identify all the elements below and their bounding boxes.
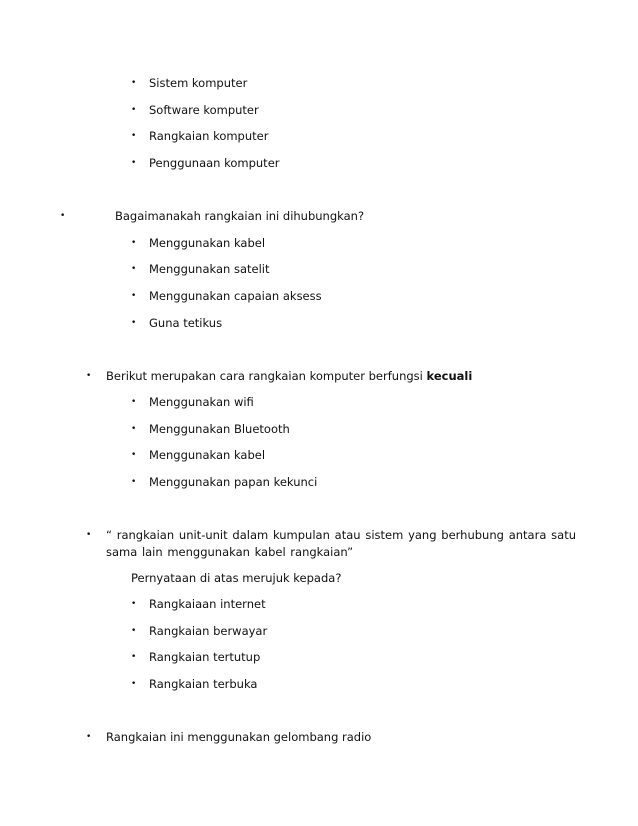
option-item: Menggunakan wifi [149, 395, 254, 409]
bullet: • [131, 450, 137, 460]
bullet: • [86, 530, 92, 540]
bullet: • [131, 78, 137, 88]
option-item: Menggunakan papan kekunci [149, 475, 318, 489]
bullet: • [131, 626, 137, 636]
question-quote: “ rangkaian unit-unit dalam kumpulan atau sistem yang berhubung antara satu sama lain menggunakan kabel rangkaian” [106, 528, 576, 559]
bullet: • [86, 371, 92, 381]
bullet: • [131, 679, 137, 689]
question-text: Rangkaian ini menggunakan gelombang radio [106, 730, 372, 744]
bullet: • [131, 158, 137, 168]
bullet: • [131, 477, 137, 487]
question-statement: Pernyataan di atas merujuk kepada? [131, 571, 342, 585]
option-item: Menggunakan capaian aksess [149, 289, 322, 303]
bullet: • [86, 732, 92, 742]
bullet: • [131, 652, 137, 662]
bullet: • [131, 105, 137, 115]
question-text: Bagaimanakah rangkaian ini dihubungkan? [115, 209, 365, 223]
bullet: • [131, 264, 137, 274]
bullet: • [131, 131, 137, 141]
bullet: • [131, 238, 137, 248]
option-item: Menggunakan satelit [149, 262, 270, 276]
question-emphasis: kecuali [426, 369, 473, 383]
bullet: • [131, 291, 137, 301]
option-item: Rangkaian berwayar [149, 624, 268, 638]
option-item: Penggunaan komputer [149, 156, 280, 170]
bullet: • [131, 397, 137, 407]
bullet: • [60, 211, 66, 221]
option-item: Software komputer [149, 103, 259, 117]
option-item: Rangkaiaan internet [149, 597, 266, 611]
option-item: Rangkaian terbuka [149, 677, 258, 691]
option-item: Menggunakan kabel [149, 448, 266, 462]
option-item: Rangkaian komputer [149, 129, 269, 143]
bullet: • [131, 318, 137, 328]
question-text-main: Berikut merupakan cara rangkaian komputer berfungsi [106, 369, 427, 383]
option-item: Rangkaian tertutup [149, 650, 261, 664]
option-item: Guna tetikus [149, 316, 223, 330]
bullet: • [131, 424, 137, 434]
option-item: Menggunakan Bluetooth [149, 422, 290, 436]
option-item: Menggunakan kabel [149, 236, 266, 250]
question-text [106, 368, 472, 384]
option-item: Sistem komputer [149, 76, 248, 90]
bullet: • [131, 599, 137, 609]
